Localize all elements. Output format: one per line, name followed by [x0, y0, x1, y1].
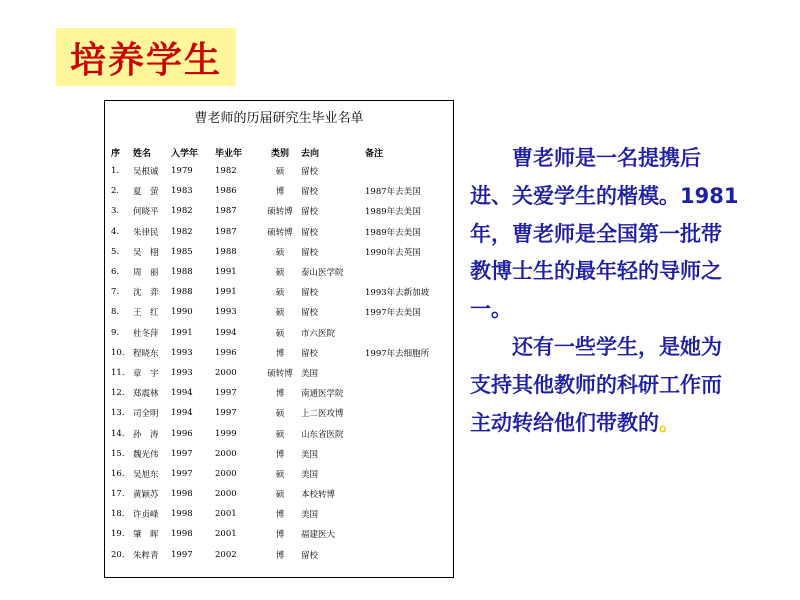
cell-notes: 1987年去美国: [365, 187, 421, 198]
table-row: [105, 383, 453, 403]
table-row: [105, 444, 453, 464]
cell-name: 程晓东: [133, 348, 159, 359]
cell-category: 博: [275, 550, 285, 561]
description-text: [470, 140, 740, 442]
table-row: [105, 323, 453, 343]
cell-index: 7.: [111, 287, 120, 298]
cell-name: 许贞峰: [133, 510, 159, 521]
cell-entry-year: 1998: [171, 489, 193, 500]
cell-entry-year: 1997: [171, 448, 193, 459]
cell-name: 王 红: [133, 308, 159, 319]
cell-grad-year: 2000: [215, 448, 237, 459]
document-title: 曹老师的历届研究生毕业名单: [194, 111, 364, 126]
cell-name: 章 宇: [133, 368, 159, 379]
cell-index: 19.: [111, 529, 125, 540]
table-row: [105, 403, 453, 423]
cell-index: 14.: [111, 428, 125, 439]
cell-name: 孙 涛: [133, 429, 159, 440]
cell-index: 18.: [111, 509, 125, 520]
cell-notes: 1997年去细胞所: [365, 348, 430, 359]
graduate-table: [105, 143, 453, 565]
cell-category: 硕: [275, 247, 285, 258]
cell-index: 11.: [111, 367, 125, 378]
col-header-notes: 备注: [365, 148, 384, 159]
col-header-entry-year: 入学年: [171, 148, 199, 159]
cell-grad-year: 1993: [215, 307, 237, 318]
cell-index: 10.: [111, 347, 125, 358]
cell-entry-year: 1983: [171, 186, 193, 197]
cell-entry-year: 1979: [171, 166, 193, 177]
cell-grad-year: 1982: [215, 166, 237, 177]
cell-destination: 泰山医学院: [301, 268, 344, 279]
cell-notes: [365, 161, 453, 181]
cell-category: 博: [275, 348, 285, 359]
table-row: [105, 242, 453, 262]
cell-notes: 1989年去美国: [365, 227, 421, 238]
cell-category: 硕转博: [267, 227, 293, 238]
table-row: [105, 504, 453, 524]
cell-entry-year: 1994: [171, 408, 193, 419]
cell-name: 吴根诚: [133, 167, 159, 178]
cell-notes: [365, 504, 453, 524]
cell-entry-year: 1988: [171, 267, 193, 278]
cell-notes: [365, 524, 453, 544]
col-header-destination: 去向: [301, 148, 320, 159]
cell-notes: [365, 383, 453, 403]
page-title: 培养学生: [69, 39, 222, 81]
col-header-index: 序: [111, 148, 121, 159]
cell-category: 硕: [275, 288, 285, 299]
cell-name: 杜冬萍: [133, 328, 159, 339]
cell-name: 吴旭东: [133, 469, 159, 480]
cell-grad-year: 2000: [215, 489, 237, 500]
cell-entry-year: 1996: [171, 428, 193, 439]
table-row: [105, 222, 453, 242]
cell-category: 硕: [275, 429, 285, 440]
cell-destination: 留校: [301, 288, 319, 299]
cell-notes: [365, 262, 453, 282]
cell-index: 17.: [111, 489, 125, 500]
table-row: [105, 464, 453, 484]
cell-destination: 留校: [301, 550, 319, 561]
cell-grad-year: 1988: [215, 246, 237, 257]
cell-grad-year: 1999: [215, 428, 237, 439]
cell-destination: 美国: [301, 510, 319, 521]
table-body: [105, 161, 453, 565]
cell-destination: 美国: [301, 368, 319, 379]
cell-notes: 1989年去美国: [365, 207, 421, 218]
cell-entry-year: 1998: [171, 509, 193, 520]
cell-destination: 美国: [301, 469, 319, 480]
cell-entry-year: 1988: [171, 287, 193, 298]
cell-notes: 1990年去英国: [365, 247, 421, 258]
cell-entry-year: 1982: [171, 206, 193, 217]
cell-destination: 山东省医院: [301, 429, 344, 440]
cell-category: 硕: [275, 490, 285, 501]
cell-destination: 美国: [301, 449, 319, 460]
cell-name: 司全明: [133, 409, 159, 420]
cell-grad-year: 1994: [215, 327, 237, 338]
table-row: [105, 343, 453, 363]
cell-category: 博: [275, 389, 285, 400]
cell-destination: 福建医大: [301, 530, 336, 541]
cell-grad-year: 1987: [215, 206, 237, 217]
cell-grad-year: 1996: [215, 347, 237, 358]
col-header-grad-year: 毕业年: [215, 148, 243, 159]
cell-grad-year: 1997: [215, 408, 237, 419]
cell-category: 博: [275, 449, 285, 460]
cell-destination: 留校: [301, 308, 319, 319]
cell-entry-year: 1997: [171, 549, 193, 560]
cell-name: 周 丽: [133, 268, 159, 279]
cell-index: 1.: [111, 166, 120, 177]
cell-grad-year: 2001: [215, 509, 237, 520]
cell-index: 20.: [111, 549, 125, 560]
cell-entry-year: 1985: [171, 246, 193, 257]
end-mark: 。: [659, 410, 680, 435]
cell-entry-year: 1990: [171, 307, 193, 318]
cell-notes: [365, 484, 453, 504]
cell-grad-year: 1991: [215, 267, 237, 278]
cell-destination: 留校: [301, 167, 319, 178]
table-row: [105, 363, 453, 383]
cell-entry-year: 1991: [171, 327, 193, 338]
cell-index: 16.: [111, 468, 125, 479]
cell-entry-year: 1997: [171, 468, 193, 479]
cell-category: 博: [275, 530, 285, 541]
cell-grad-year: 1987: [215, 226, 237, 237]
table-row: [105, 161, 453, 181]
cell-notes: 1993年去新加坡: [365, 288, 430, 299]
cell-destination: 留校: [301, 207, 319, 218]
cell-name: 肇 晖: [133, 530, 159, 541]
cell-entry-year: 1982: [171, 226, 193, 237]
description-paragraph-2: [470, 329, 740, 442]
cell-name: 夏 萤: [133, 187, 159, 198]
cell-entry-year: 1993: [171, 367, 193, 378]
cell-entry-year: 1998: [171, 529, 193, 540]
cell-notes: [365, 464, 453, 484]
cell-destination: 本校转博: [301, 490, 336, 501]
cell-category: 硕: [275, 308, 285, 319]
cell-notes: [365, 423, 453, 443]
table-row: [105, 302, 453, 322]
cell-entry-year: 1993: [171, 347, 193, 358]
cell-notes: [365, 444, 453, 464]
cell-name: 魏光伟: [133, 449, 159, 460]
cell-destination: 留校: [301, 227, 319, 238]
cell-name: 吴 栩: [133, 247, 159, 258]
cell-index: 8.: [111, 307, 120, 318]
table-row: [105, 545, 453, 565]
cell-name: 何晓平: [133, 207, 159, 218]
cell-notes: [365, 363, 453, 383]
cell-destination: 南通医学院: [301, 389, 344, 400]
cell-category: 硕: [275, 469, 285, 480]
cell-name: 朱律民: [133, 227, 159, 238]
cell-category: 硕: [275, 167, 285, 178]
cell-category: 硕: [275, 268, 285, 279]
cell-index: 15.: [111, 448, 125, 459]
cell-grad-year: 1991: [215, 287, 237, 298]
cell-index: 3.: [111, 206, 120, 217]
cell-destination: 上二医攻博: [301, 409, 344, 420]
cell-grad-year: 2001: [215, 529, 237, 540]
table-row: [105, 282, 453, 302]
cell-index: 9.: [111, 327, 120, 338]
cell-notes: [365, 323, 453, 343]
cell-destination: 留校: [301, 348, 319, 359]
cell-index: 4.: [111, 226, 120, 237]
cell-category: 硕: [275, 328, 285, 339]
cell-grad-year: 2000: [215, 367, 237, 378]
cell-index: 12.: [111, 388, 125, 399]
cell-notes: [365, 545, 453, 565]
col-header-category: 类别: [270, 148, 289, 159]
cell-destination: 留校: [301, 247, 319, 258]
table-row: [105, 201, 453, 221]
cell-grad-year: 1986: [215, 186, 237, 197]
cell-name: 郑震林: [133, 389, 159, 400]
cell-grad-year: 1997: [215, 388, 237, 399]
cell-category: 硕转博: [267, 368, 293, 379]
cell-grad-year: 2002: [215, 549, 237, 560]
cell-notes: [365, 403, 453, 423]
table-row: [105, 262, 453, 282]
description-paragraph-2-text: 还有一些学生，是她为支持其他教师的科研工作而主动转给他们带教的: [470, 334, 722, 435]
cell-grad-year: 2000: [215, 468, 237, 479]
description-paragraph-1: 曹老师是一名提携后进、关爱学生的楷模。1981年，曹老师是全国第一批带教博士生的最年轻的导师之一。: [470, 146, 739, 322]
graduate-list-document: [104, 100, 454, 578]
table-header-row: [105, 143, 453, 161]
cell-index: 13.: [111, 408, 125, 419]
table-row: [105, 484, 453, 504]
cell-destination: 市六医院: [301, 328, 336, 339]
cell-index: 2.: [111, 186, 120, 197]
cell-category: 博: [275, 510, 285, 521]
cell-category: 硕转博: [267, 207, 293, 218]
cell-name: 黄颖苏: [133, 490, 159, 501]
cell-entry-year: 1994: [171, 388, 193, 399]
table-row: [105, 423, 453, 443]
cell-index: 5.: [111, 246, 120, 257]
heading-box: [56, 28, 236, 86]
table-row: [105, 524, 453, 544]
col-header-name: 姓名: [133, 148, 152, 159]
cell-index: 6.: [111, 267, 120, 278]
cell-destination: 留校: [301, 187, 319, 198]
cell-name: 朱粹青: [133, 550, 159, 561]
cell-category: 博: [275, 187, 285, 198]
table-row: [105, 181, 453, 201]
cell-category: 硕: [275, 409, 285, 420]
cell-name: 沈 弈: [133, 288, 159, 299]
cell-notes: 1997年去美国: [365, 308, 421, 319]
